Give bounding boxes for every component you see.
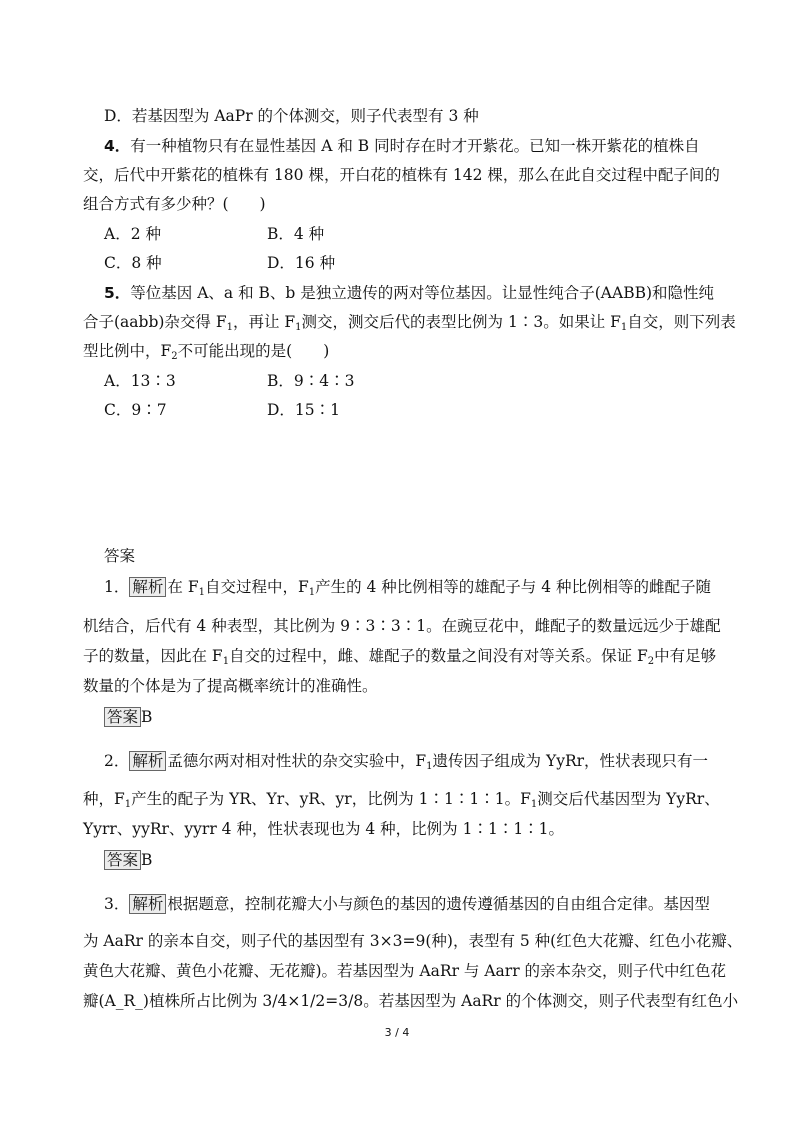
a3-line-2: 为 AaRr 的亲本自交，则子代的基因型有 3×3=9(种)，表型有 5 种(红色大花瓣、红色小花瓣、: [83, 932, 743, 950]
answers-heading: 答案: [104, 547, 136, 565]
a2-line-2: 种，$F_1$产生的配子为 YR、Yr、yR、yr，比例为 1∶1∶1∶1。$F_1$测交后代基因型为 YyRr、: [83, 790, 720, 810]
q5-line-1: 5．等位基因 A、a 和 B、b 是独立遗传的两对等位基因。让显性纯合子(AABB)和隐性纯: [104, 284, 715, 302]
a1-line-1: 1． 解析 在 $F_1$自交过程中，$F_1$产生的 4 种比例相等的雄配子与 4 种比例相等的雌配子随: [104, 578, 712, 598]
q5-option-c: C．9∶7: [104, 401, 167, 419]
q4-line-1: 4．有一种植物只有在显性基因 A 和 B 同时存在时才开紫花。已知一株开紫花的植株自: [104, 137, 700, 155]
q4-option-c: C．8 种: [104, 254, 162, 272]
a1-answer: 答案 B: [104, 707, 152, 727]
q4-line-2: 交，后代中开紫花的植株有 180 棵，开白花的植株有 142 棵，那么在此自交过程中配子间的: [83, 166, 720, 184]
a1-line-4: 数量的个体是为了提高概率统计的准确性。: [83, 677, 378, 695]
answer-tag: 答案: [104, 850, 141, 870]
analysis-tag: 解析: [129, 577, 166, 597]
a3-line-3: 黄色大花瓣、黄色小花瓣、无花瓣)。若基因型为 AaRr 与 Aarr 的亲本杂交，则子代中红色花: [83, 962, 727, 980]
a3-line-1: 3． 解析 根据题意，控制花瓣大小与颜色的基因的遗传遵循基因的自由组合定律。基因型: [104, 895, 710, 913]
q4-option-b: B．4 种: [267, 225, 325, 243]
q4-option-d: D．16 种: [267, 254, 336, 272]
answer-tag: 答案: [104, 707, 141, 727]
q3-option-d: D．若基因型为 AaPr 的个体测交，则子代表型有 3 种: [104, 107, 479, 125]
q5-option-b: B．9∶4∶3: [267, 372, 355, 390]
analysis-tag: 解析: [129, 751, 166, 771]
q5-line-2: 合子(aabb)杂交得 $F_1$，再让 $F_1$测交，测交后代的表型比例为 1∶3。如果让 $F_1$自交，则下列表: [83, 313, 736, 333]
a1-line-3: 子的数量，因此在 $F_1$自交的过程中，雌、雄配子的数量之间没有对等关系。保证 $F_2$中有足够: [83, 647, 717, 667]
a2-line-3: Yyrr、yyRr、yyrr 4 种，性状表现也为 4 种，比例为 1∶1∶1∶1。: [83, 820, 565, 838]
a2-answer: 答案 B: [104, 850, 152, 870]
a3-line-4: 瓣(A_R_)植株所占比例为 3/4×1/2=3/8。若基因型为 AaRr 的个体测交，则子代表型有红色小: [83, 992, 739, 1010]
q5-option-a: A．13∶3: [104, 372, 176, 390]
q5-option-d: D．15∶1: [267, 401, 341, 419]
page-number: 3 / 4: [384, 1026, 410, 1039]
q4-line-3: 组合方式有多少种？( ): [83, 195, 266, 213]
a2-line-1: 2． 解析 孟德尔两对相对性状的杂交实验中，$F_1$遗传因子组成为 YyRr，性状表现只有一: [104, 752, 709, 772]
a1-line-2: 机结合，后代有 4 种表型，其比例为 9∶3∶3∶1。在豌豆花中，雌配子的数量远远少于雄配: [83, 617, 721, 635]
analysis-tag: 解析: [129, 894, 166, 914]
q5-line-3: 型比例中，$F_2$不可能出现的是( ): [83, 342, 330, 362]
q4-option-a: A．2 种: [104, 225, 161, 243]
